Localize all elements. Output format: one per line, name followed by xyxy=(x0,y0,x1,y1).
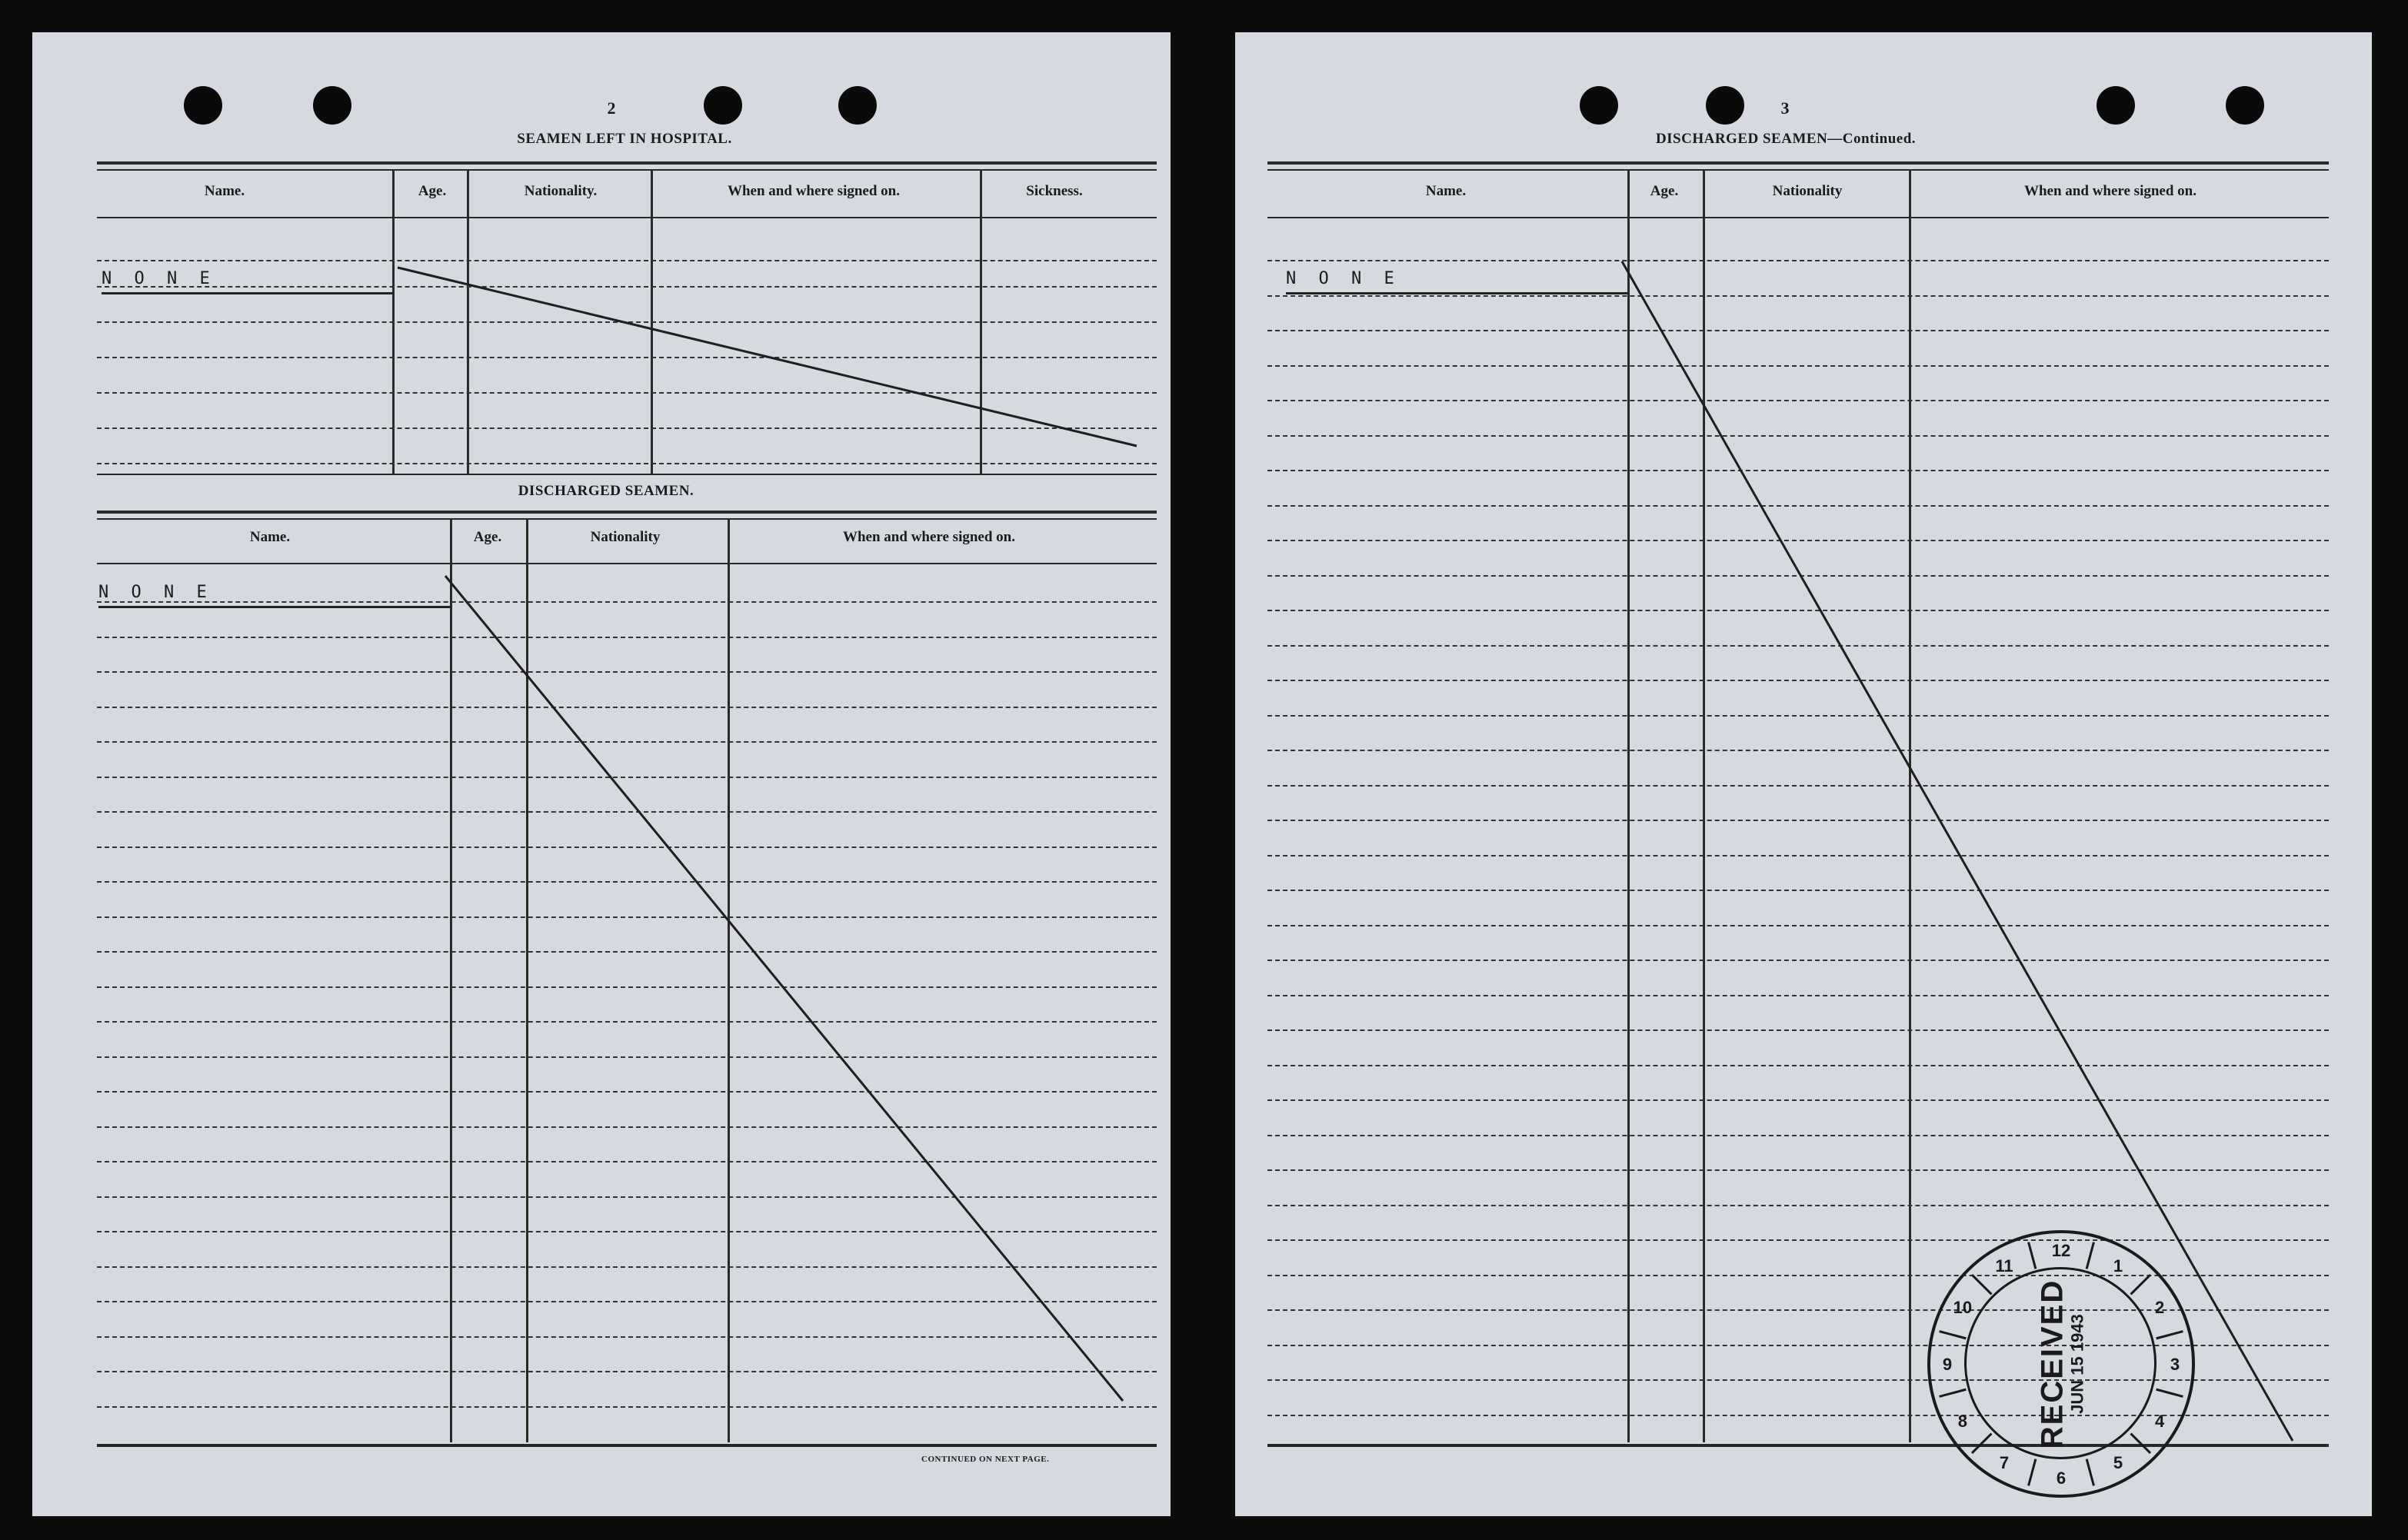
entry-line xyxy=(1267,260,2329,261)
entry-line xyxy=(97,741,1157,743)
entry-line xyxy=(1267,295,2329,297)
bottom-rule xyxy=(97,1444,1157,1447)
stamp-ring-number: 8 xyxy=(1957,1412,1967,1431)
entry-line xyxy=(1267,680,2329,681)
punch-hole xyxy=(838,86,877,125)
col-header-sickness: Sickness. xyxy=(1026,183,1083,199)
entry-line xyxy=(97,951,1157,953)
stamp-ring-number: 1 xyxy=(2113,1256,2123,1276)
section-title-discharged: DISCHARGED SEAMEN. xyxy=(518,483,694,499)
entry-line xyxy=(1267,645,2329,647)
entry-line xyxy=(97,1266,1157,1268)
header-rule xyxy=(1267,217,2329,218)
entry-line xyxy=(1267,400,2329,401)
col-header-signed-on: When and where signed on. xyxy=(2023,183,2197,199)
stamp-ring-number: 4 xyxy=(2155,1412,2165,1431)
none-entry-discharged: N O N E xyxy=(1286,269,1401,288)
punch-hole xyxy=(2097,86,2135,125)
entry-line xyxy=(97,777,1157,778)
col-header-nationality: Nationality xyxy=(590,529,661,545)
page-number: 3 xyxy=(1780,98,1790,118)
column-divider xyxy=(450,520,452,1442)
col-header-nationality: Nationality xyxy=(1772,183,1843,199)
rule xyxy=(97,169,1157,171)
header-rule xyxy=(97,563,1157,564)
punch-hole xyxy=(1706,86,1744,125)
entry-line xyxy=(97,463,1157,464)
entry-line xyxy=(97,601,1157,603)
entry-line xyxy=(97,637,1157,638)
entry-line xyxy=(97,916,1157,918)
entry-line xyxy=(1267,505,2329,507)
punch-hole xyxy=(184,86,222,125)
entry-line xyxy=(97,1196,1157,1198)
col-header-name: Name. xyxy=(204,183,245,199)
stamp-ring-tick xyxy=(1972,1275,1991,1294)
entry-line xyxy=(1267,960,2329,961)
entry-line xyxy=(1267,1029,2329,1031)
entry-line xyxy=(97,1406,1157,1408)
stamp-ring-number: 2 xyxy=(2155,1298,2165,1317)
col-header-name: Name. xyxy=(249,529,291,545)
entry-line xyxy=(97,1336,1157,1338)
strike-through-lines xyxy=(32,32,1171,1516)
none-entry-hospital: N O N E xyxy=(102,269,216,288)
entry-line xyxy=(97,321,1157,323)
entry-line xyxy=(1267,540,2329,541)
punch-hole xyxy=(1580,86,1618,125)
stamp-received-text: RECEIVED xyxy=(2035,1279,2070,1449)
entry-underline xyxy=(102,292,392,294)
column-divider xyxy=(728,520,730,1442)
stamp-ring-tick xyxy=(2029,1459,2036,1486)
stamp-ring-tick xyxy=(2157,1389,2183,1396)
stamp-ring-tick xyxy=(1940,1332,1967,1339)
rule xyxy=(97,518,1157,520)
entry-line xyxy=(97,671,1157,673)
page-number: 2 xyxy=(607,98,616,118)
entry-line xyxy=(1267,715,2329,717)
stamp-ring-tick xyxy=(2087,1242,2093,1269)
column-divider xyxy=(1909,171,1911,1442)
entry-line xyxy=(97,1301,1157,1302)
section-title-discharged-continued: DISCHARGED SEAMEN—Continued. xyxy=(1655,131,1917,147)
right-page xyxy=(1235,32,2372,1516)
entry-line xyxy=(97,707,1157,708)
strike-through-line xyxy=(1235,32,2372,1516)
entry-line xyxy=(1267,750,2329,751)
punch-hole xyxy=(313,86,351,125)
entry-line xyxy=(1267,575,2329,577)
header-rule xyxy=(97,217,1157,218)
entry-line xyxy=(97,1056,1157,1058)
entry-line xyxy=(97,1126,1157,1128)
entry-line xyxy=(1267,1065,2329,1066)
entry-line xyxy=(1267,365,2329,367)
stamp-ring-number: 12 xyxy=(2051,1241,2071,1260)
entry-line xyxy=(97,260,1157,261)
column-divider xyxy=(1703,171,1705,1442)
stamp-ring-number: 7 xyxy=(1999,1453,2010,1473)
punch-hole xyxy=(704,86,742,125)
entry-line xyxy=(1267,995,2329,996)
entry-line xyxy=(1267,610,2329,611)
entry-line xyxy=(1267,1205,2329,1206)
entry-line xyxy=(97,286,1157,288)
rule xyxy=(97,161,1157,165)
punch-hole xyxy=(2226,86,2264,125)
entry-line xyxy=(97,847,1157,848)
stamp-ring-number: 9 xyxy=(1942,1355,1953,1374)
col-header-signed-on: When and where signed on. xyxy=(842,529,1016,545)
stamp-ring-number: 3 xyxy=(2170,1355,2180,1374)
left-page xyxy=(32,32,1171,1516)
stamp-ring-tick xyxy=(1940,1389,1967,1396)
col-header-nationality: Nationality. xyxy=(524,183,598,199)
entry-line xyxy=(1267,785,2329,787)
col-header-age: Age. xyxy=(1650,183,1679,199)
stamp-ring-tick xyxy=(2131,1275,2150,1294)
stamp-ring-tick xyxy=(1972,1434,1991,1453)
entry-line xyxy=(97,427,1157,429)
entry-line xyxy=(1267,925,2329,926)
entry-line xyxy=(97,811,1157,813)
stamp-ring-number: 10 xyxy=(1953,1298,1973,1317)
stamp-ring-tick xyxy=(2157,1332,2183,1339)
column-divider xyxy=(526,520,528,1442)
entry-line xyxy=(1267,1169,2329,1171)
stamp-date: JUN 15 1943 xyxy=(2067,1314,2087,1414)
col-header-name: Name. xyxy=(1425,183,1467,199)
stamp-ring-tick xyxy=(2131,1434,2150,1453)
entry-line xyxy=(97,357,1157,358)
rule xyxy=(1267,169,2329,171)
col-header-age: Age. xyxy=(473,529,502,545)
entry-line xyxy=(1267,330,2329,331)
entry-line xyxy=(97,1371,1157,1372)
entry-line xyxy=(1267,890,2329,891)
stamp-ring-number: 5 xyxy=(2113,1453,2123,1473)
stamp-ring-number: 11 xyxy=(1995,1256,2013,1276)
column-divider xyxy=(1627,171,1630,1442)
entry-underline xyxy=(98,606,451,608)
entry-line xyxy=(97,392,1157,394)
rule xyxy=(1267,161,2329,165)
rule xyxy=(97,474,1157,475)
entry-line xyxy=(97,1021,1157,1023)
entry-underline xyxy=(1286,292,1629,294)
stamp-ring-tick xyxy=(2087,1459,2093,1486)
entry-line xyxy=(1267,470,2329,471)
continued-note: CONTINUED ON NEXT PAGE. xyxy=(921,1455,1050,1464)
received-stamp xyxy=(1927,1230,2195,1498)
col-header-age: Age. xyxy=(418,183,447,199)
stamp-ring-tick xyxy=(2029,1242,2036,1269)
entry-line xyxy=(97,1161,1157,1162)
entry-line xyxy=(1267,435,2329,437)
entry-line xyxy=(1267,1135,2329,1136)
entry-line xyxy=(97,1231,1157,1232)
entry-line xyxy=(1267,1099,2329,1101)
entry-line xyxy=(97,986,1157,988)
col-header-signed-on: When and where signed on. xyxy=(727,183,901,199)
entry-line xyxy=(1267,820,2329,821)
entry-line xyxy=(1267,855,2329,856)
entry-line xyxy=(97,1091,1157,1093)
section-title-hospital: SEAMEN LEFT IN HOSPITAL. xyxy=(517,131,732,147)
none-entry-discharged: N O N E xyxy=(98,583,213,602)
stamp-ring-number: 6 xyxy=(2056,1468,2067,1488)
entry-line xyxy=(97,881,1157,883)
rule xyxy=(97,511,1157,514)
